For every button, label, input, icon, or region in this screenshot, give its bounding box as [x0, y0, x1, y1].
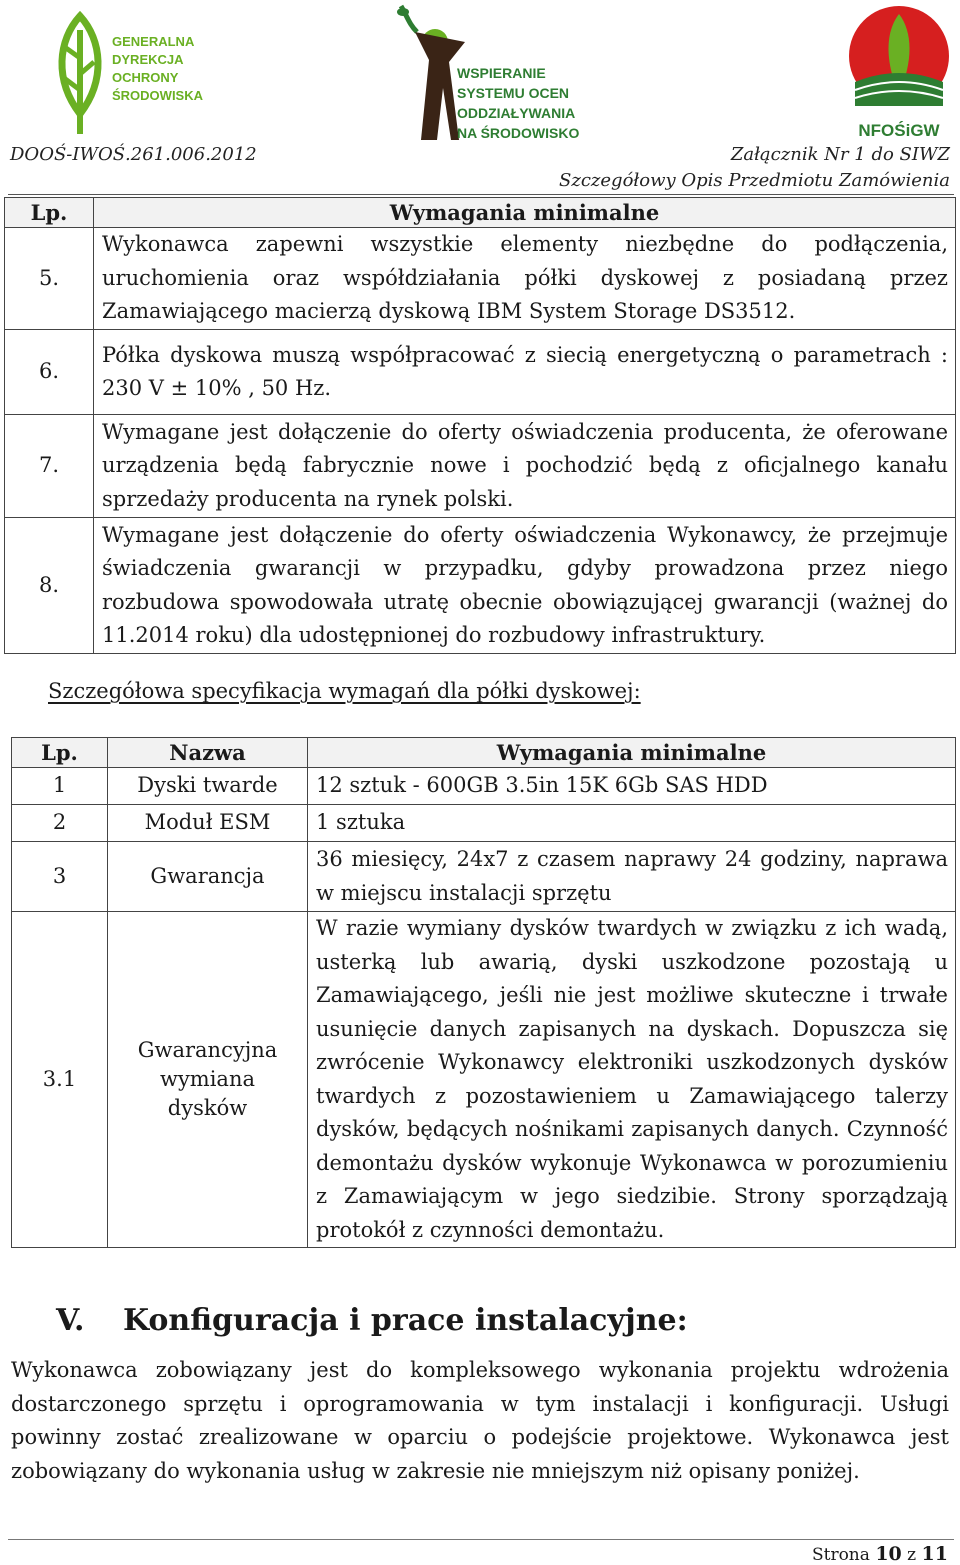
document-reference: DOOŚ-IWOŚ.261.006.2012 [10, 144, 257, 165]
text-line: 36 miesięcy, 24x7 z czasem naprawy 24 godziny, naprawa [316, 847, 948, 871]
table-row [12, 768, 956, 805]
text-line: Zamawiającego, jeśli nie jest możliwe skuteczne i trwałe [316, 983, 948, 1007]
text-line: urządzenia będą fabrycznie nowe i pochodzić będą z oficjalnego kanału [102, 453, 948, 478]
section-paragraph: Wykonawca zobowiązany jest do kompleksowego wykonania projektu wdrożenia dostarczonego sprzętu i oprogramowania w tym instalacji i konfiguracji. Usługi powinny zostać zrealizowane w oparciu o podejście projektowe. Wykonawca jest zobowiązany do wykonania usług w zakresie nie mniejszym niż opisany poniżej. [11, 1358, 949, 1483]
logo-left-line-1: GENERALNA [112, 34, 195, 49]
row-number: 2 [12, 805, 108, 842]
section-title: Konfiguracja i prace instalacyjne: [123, 1303, 688, 1338]
text-line: rozbudowa spowodowała utratę obecnie obowiązującej gwarancji (ważnej do [102, 589, 948, 614]
table-row [5, 518, 956, 654]
logo-left-line-4: ŚRODOWISKA [112, 88, 203, 103]
item-name: Dyski twarde [108, 768, 308, 805]
logo-center-line-4: NA ŚRODOWISKO [457, 125, 580, 141]
item-name: Gwarancyjna wymiana dysków [108, 912, 308, 1248]
text-line: świadczenia gwarancji w przypadku, gdyby prowadzona przez niego [102, 556, 948, 580]
text-line: twardych z pozostawieniem u Zamawiającego talerzy [316, 1083, 948, 1108]
footer-divider [8, 1539, 954, 1540]
item-name: Gwarancja [108, 842, 308, 912]
requirement-text [94, 330, 956, 415]
header-lp: Lp. [5, 198, 94, 228]
section-number: V. [56, 1303, 85, 1338]
requirements-table [4, 197, 956, 654]
row-number: 6. [5, 330, 94, 415]
row-number: 5. [5, 228, 94, 330]
table-row [5, 415, 956, 518]
logo-center-line-1: WSPIERANIE [457, 65, 546, 81]
text-line: demontażu dysków wykonuje Wykonawca w porozumieniu [316, 1150, 948, 1175]
text-line: Wymagane jest dołączenie do oferty oświadczenia producenta, że oferowane [102, 419, 948, 444]
header-requirements: Wymagania minimalne [94, 198, 956, 228]
text-line: 12 sztuk - 600GB 3.5in 15K 6Gb SAS HDD [316, 773, 768, 798]
logo-left-line-3: OCHRONY [112, 70, 179, 85]
text-line: Wymagane jest dołączenie do oferty oświadczenia Wykonawcy, że przejmuje [102, 522, 948, 547]
text-line: dysków, będących nośnikami zapisanych danych. Czynność [316, 1117, 948, 1141]
requirement-text [308, 768, 956, 805]
row-number: 7. [5, 415, 94, 518]
page-number [812, 1543, 948, 1565]
text-line: 11.2014 roku) dla udostępnionej do rozbudowy infrastruktury. [102, 623, 766, 647]
nfosigw-emblem-icon [845, 2, 953, 142]
text-line: 1 sztuka [316, 810, 406, 835]
total-pages: 11 [921, 1543, 948, 1565]
text-line: Półka dyskowa muszą współpracować z siecią energetyczną o parametrach : [102, 342, 948, 367]
text-line: W razie wymiany dysków twardych w związku z ich wadą, [316, 916, 948, 940]
gdos-logo [50, 10, 203, 140]
row-number: 1 [12, 768, 108, 805]
row-number: 3.1 [12, 912, 108, 1248]
text-line: sprzedaży producenta na rynek polski. [102, 486, 514, 511]
specification-heading: Szczegółowa specyfikacja wymagań dla półki dyskowej: [48, 679, 641, 703]
wsparcie-logo [395, 2, 580, 142]
text-line: 230 V ± 10% , 50 Hz. [102, 376, 332, 400]
text-line: usterką lub awarią, dyski uszkodzone pozostają u [316, 949, 948, 974]
table-row [5, 330, 956, 415]
text-line: usunięcie danych zapisanych na dyskach. Dopuszcza się [316, 1016, 948, 1041]
logo-left-line-2: DYREKCJA [112, 52, 184, 67]
page-prefix: Strona [811, 1545, 870, 1565]
text-line: Wykonawca zapewni wszystkie elementy niezbędne do podłączenia, [102, 232, 948, 257]
logo-center-line-3: ODDZIAŁYWANIA [457, 105, 576, 121]
requirement-text [94, 415, 956, 518]
specification-table [11, 737, 956, 1248]
leaf-icon [50, 10, 203, 140]
attachment-label: Załącznik Nr 1 do SIWZ [730, 144, 950, 165]
header-divider [8, 194, 954, 195]
requirement-text [308, 805, 956, 842]
requirement-text [308, 912, 956, 1248]
item-name: Moduł ESM [108, 805, 308, 842]
requirement-text [94, 228, 956, 330]
header-lp: Lp. [12, 738, 108, 768]
table-row [12, 912, 956, 1248]
logo-right-text: NFOŚiGW [858, 121, 940, 140]
logo-center-line-2: SYSTEMU OCEN [457, 85, 570, 101]
text-line: z Zamawiającym w jego siedzibie. Strony sporządzają [316, 1184, 948, 1208]
page-separator: z [907, 1545, 917, 1565]
header-name: Nazwa [108, 738, 308, 768]
text-line: w miejscu instalacji sprzętu [316, 880, 612, 905]
nfosigw-logo [845, 2, 953, 142]
current-page: 10 [875, 1543, 902, 1565]
requirement-text [308, 842, 956, 912]
table-row [5, 228, 956, 330]
table-header-row [12, 738, 956, 768]
header-requirements: Wymagania minimalne [308, 738, 956, 768]
row-number: 8. [5, 518, 94, 654]
text-line: uruchomienia oraz współdziałania półki dyskowej z posiadaną przez [102, 265, 948, 290]
table-row [12, 805, 956, 842]
text-line: zwrócenie Wykonawcy elektroniki uszkodzonych dysków [316, 1050, 948, 1074]
text-line: protokół z czynności demontażu. [316, 1217, 665, 1242]
table-row [12, 842, 956, 912]
row-number: 3 [12, 842, 108, 912]
requirement-text [94, 518, 956, 654]
tree-figure-icon [395, 2, 580, 142]
document-subtitle: Szczegółowy Opis Przedmiotu Zamówienia [559, 170, 950, 191]
text-line: Zamawiającego macierzą dyskową IBM System Storage DS3512. [102, 299, 796, 324]
table-header-row [5, 198, 956, 228]
